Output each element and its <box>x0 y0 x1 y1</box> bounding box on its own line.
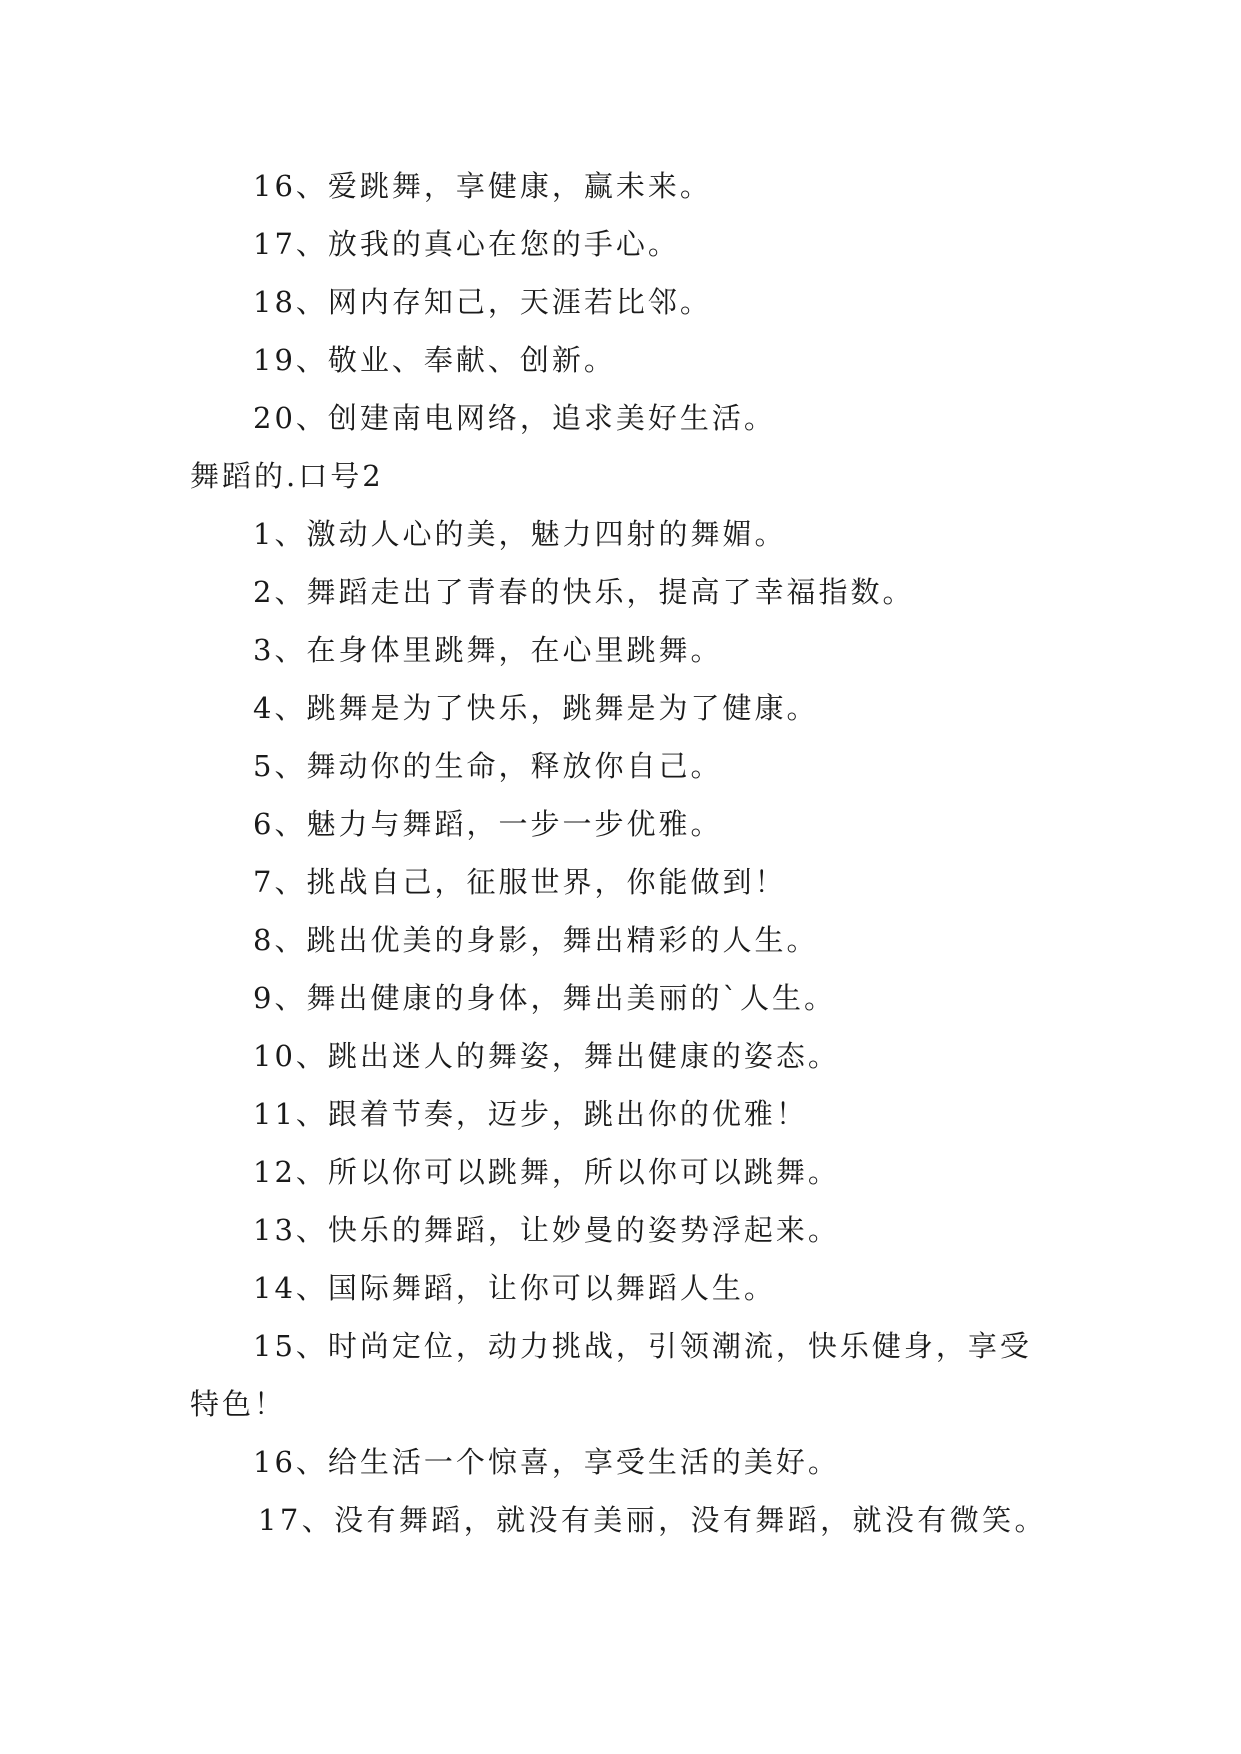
slogan-line: 7、挑战自己，征服世界，你能做到！ <box>253 865 787 899</box>
slogan-line: 3、在身体里跳舞，在心里跳舞。 <box>253 633 723 667</box>
slogan-line: 20、创建南电网络，追求美好生活。 <box>253 401 776 435</box>
slogan-continuation: 特色！ <box>190 1387 287 1421</box>
slogan-line: 19、敬业、奉献、创新。 <box>253 343 616 377</box>
section-heading: 舞蹈的.口号2 <box>190 459 384 493</box>
slogan-line: 16、爱跳舞，享健康，赢未来。 <box>253 169 712 203</box>
slogan-line: 1、激动人心的美，魅力四射的舞媚。 <box>253 517 787 551</box>
slogan-line: 11、跟着节奏，迈步，跳出你的优雅！ <box>253 1097 808 1131</box>
slogan-line: 13、快乐的舞蹈，让妙曼的姿势浮起来。 <box>253 1213 840 1247</box>
slogan-line: 10、跳出迷人的舞姿，舞出健康的姿态。 <box>253 1039 840 1073</box>
slogan-line: 5、舞动你的生命，释放你自己。 <box>253 749 723 783</box>
slogan-line: 8、跳出优美的身影，舞出精彩的人生。 <box>253 923 819 957</box>
slogan-line: 6、魅力与舞蹈，一步一步优雅。 <box>253 807 723 841</box>
slogan-line: 18、网内存知己，天涯若比邻。 <box>253 285 712 319</box>
slogan-line: 4、跳舞是为了快乐，跳舞是为了健康。 <box>253 691 819 725</box>
slogan-line: 12、所以你可以跳舞，所以你可以跳舞。 <box>253 1155 840 1189</box>
slogan-line: 14、国际舞蹈，让你可以舞蹈人生。 <box>253 1271 776 1305</box>
slogan-line: 17、没有舞蹈，就没有美丽，没有舞蹈，就没有微笑。 <box>258 1503 1047 1537</box>
slogan-line: 2、舞蹈走出了青春的快乐，提高了幸福指数。 <box>253 575 915 609</box>
slogan-line: 16、给生活一个惊喜，享受生活的美好。 <box>253 1445 840 1479</box>
slogan-line: 17、放我的真心在您的手心。 <box>253 227 680 261</box>
slogan-line: 15、时尚定位，动力挑战，引领潮流，快乐健身，享受 <box>253 1329 1032 1363</box>
slogan-line: 9、舞出健康的身体，舞出美丽的`人生。 <box>253 981 836 1015</box>
